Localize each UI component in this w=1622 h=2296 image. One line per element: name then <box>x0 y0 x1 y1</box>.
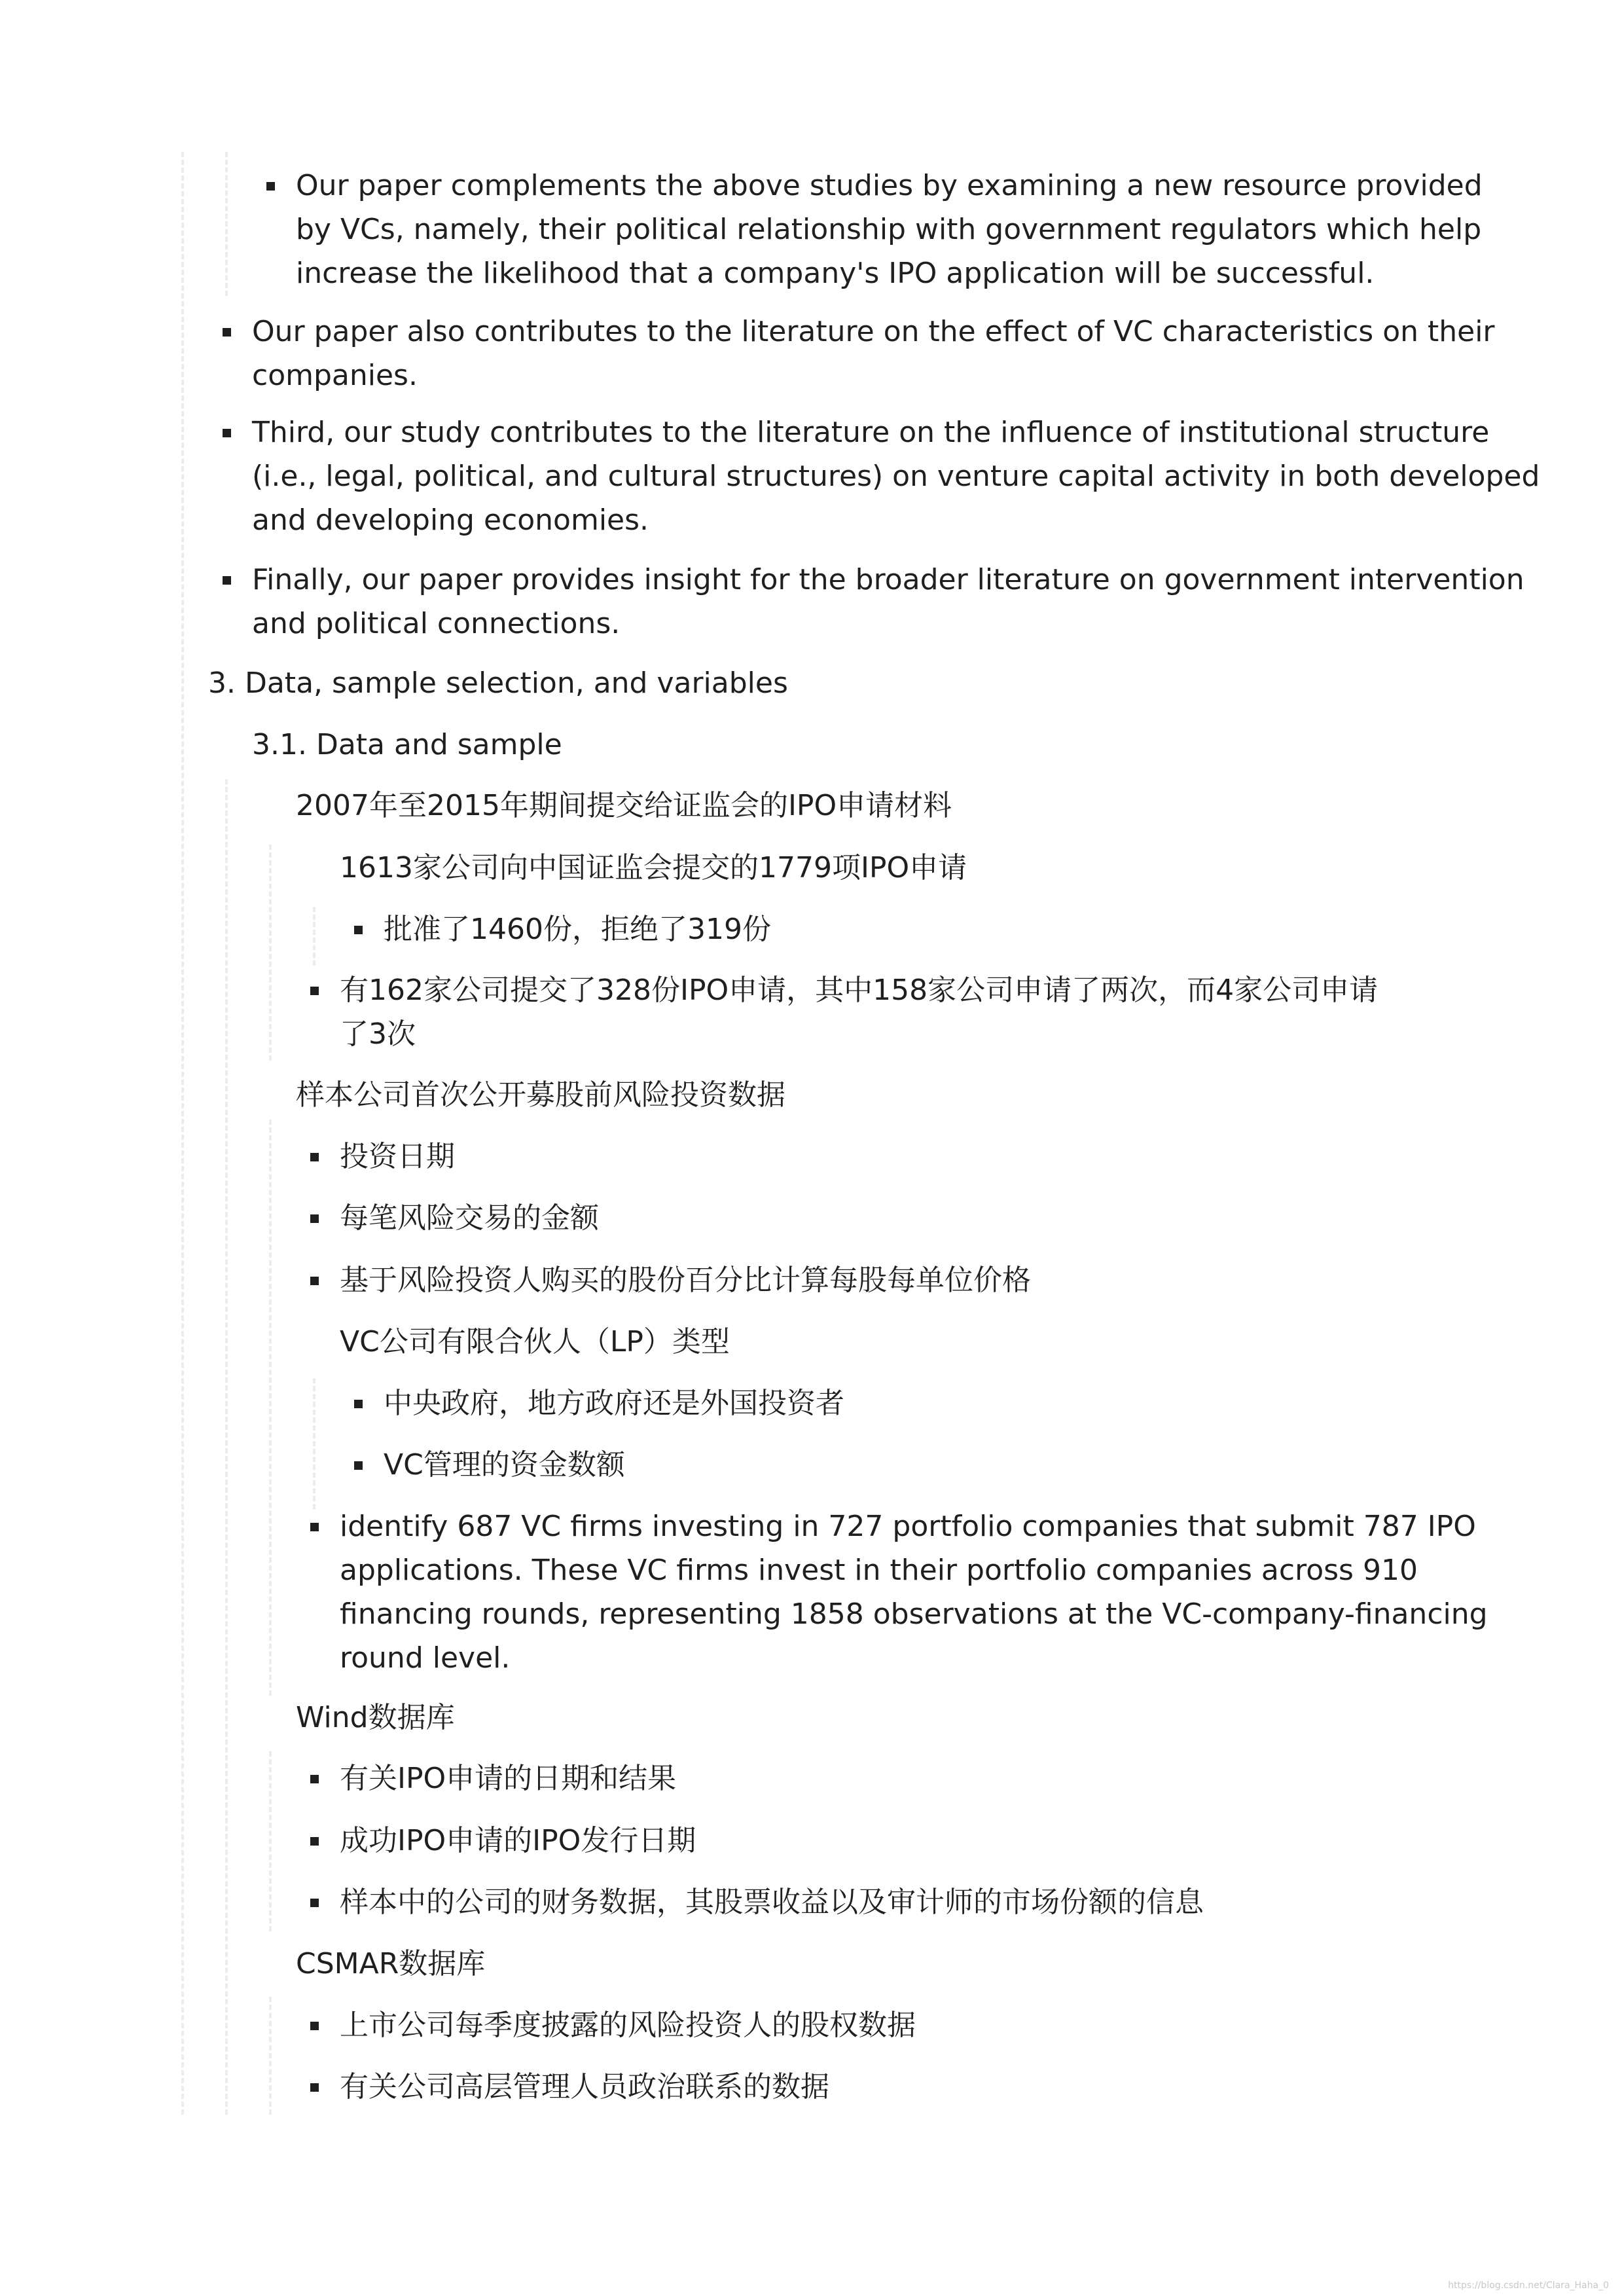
nested-bullet-line-2: by VCs, namely, their political relationship with government regulators which help <box>296 213 1482 246</box>
bullet-marker <box>310 1153 319 1161</box>
bullet-marker <box>310 1523 319 1531</box>
ipo-applications-line: 1613家公司向中国证监会提交的1779项IPO申请 <box>340 851 967 884</box>
contribution-finally-line-1: Finally, our paper provides insight for the broader literature on government intervention <box>252 563 1524 596</box>
section-3-heading: 3. Data, sample selection, and variables <box>208 666 788 700</box>
indent-guide-ipo-materials <box>269 845 272 1061</box>
indent-guide-wind <box>269 1751 272 1931</box>
bullet-marker <box>310 987 319 995</box>
indent-guide-outer <box>181 152 184 2115</box>
bullet-marker <box>223 429 231 437</box>
lp-type-heading: VC公司有限合伙人（LP）类型 <box>340 1325 730 1358</box>
wind-heading: Wind数据库 <box>296 1701 455 1734</box>
csmar-heading: CSMAR数据库 <box>296 1947 486 1980</box>
contribution-vc-line-1: Our paper also contributes to the literature on the effect of VC characteristics on their <box>252 315 1495 348</box>
contribution-finally-line-2: and political connections. <box>252 607 621 640</box>
ipo-repeat-line-2: 了3次 <box>340 1017 416 1051</box>
bullet-marker <box>223 328 231 337</box>
bullet-marker <box>310 1775 319 1783</box>
csmar-item-political: 有关公司高层管理人员政治联系的数据 <box>340 2070 829 2104</box>
bullet-marker <box>266 182 275 191</box>
ipo-approved-item: 批准了1460份，拒绝了319份 <box>384 913 771 946</box>
bullet-marker <box>354 926 363 934</box>
ipo-repeat-line-1: 有162家公司提交了328份IPO申请，其中158家公司申请了两次，而4家公司申请 <box>340 974 1379 1007</box>
identify-line-3: financing rounds, representing 1858 observations at the VC-company-financing <box>340 1597 1488 1631</box>
bullet-marker <box>310 2083 319 2092</box>
wind-item-date-result: 有关IPO申请的日期和结果 <box>340 1762 677 1795</box>
indent-guide-csmar <box>269 1997 272 2115</box>
csmar-item-equity: 上市公司每季度披露的风险投资人的股权数据 <box>340 2009 916 2042</box>
vc-data-heading: 样本公司首次公开募股前风险投资数据 <box>296 1078 785 1112</box>
nested-bullet-line-1: Our paper complements the above studies by examining a new resource provided <box>296 169 1483 202</box>
bullet-marker <box>223 576 231 585</box>
indent-guide-vc-data <box>269 1120 272 1696</box>
contribution-third-line-1: Third, our study contributes to the literature on the influence of institutional structure <box>252 416 1490 449</box>
contribution-third-line-3: and developing economies. <box>252 503 649 537</box>
contribution-vc-line-2: companies. <box>252 359 418 392</box>
wind-item-issue-date: 成功IPO申请的IPO发行日期 <box>340 1824 696 1857</box>
vc-data-item-date: 投资日期 <box>340 1140 455 1173</box>
ipo-materials-heading: 2007年至2015年期间提交给证监会的IPO申请材料 <box>296 789 952 822</box>
lp-item-funds: VC管理的资金数额 <box>384 1448 625 1482</box>
indent-guide-applications <box>313 907 315 966</box>
indent-guide-data-sample <box>225 779 228 2115</box>
vc-data-item-price: 基于风险投资人购买的股份百分比计算每股每单位价格 <box>340 1264 1031 1297</box>
identify-line-2: applications. These VC firms invest in their portfolio companies across 910 <box>340 1554 1418 1587</box>
section-3-1-heading: 3.1. Data and sample <box>252 728 562 761</box>
wind-item-financial: 样本中的公司的财务数据，其股票收益以及审计师的市场份额的信息 <box>340 1886 1204 1919</box>
lp-item-government: 中央政府，地方政府还是外国投资者 <box>384 1387 844 1420</box>
identify-line-1: identify 687 VC firms investing in 727 portfolio companies that submit 787 IPO <box>340 1510 1476 1543</box>
bullet-marker <box>310 1837 319 1846</box>
bullet-marker <box>310 1899 319 1907</box>
bullet-marker <box>310 2022 319 2030</box>
vc-data-item-amount: 每笔风险交易的金额 <box>340 1201 599 1235</box>
bullet-marker <box>310 1277 319 1285</box>
indent-guide-lp <box>313 1378 315 1509</box>
identify-line-4: round level. <box>340 1641 511 1675</box>
bullet-marker <box>354 1400 363 1408</box>
contribution-third-line-2: (i.e., legal, political, and cultural structures) on venture capital activity in both developed <box>252 460 1540 493</box>
bullet-marker <box>310 1214 319 1223</box>
indent-guide-nested-top <box>225 152 228 296</box>
nested-bullet-line-3: increase the likelihood that a company's IPO application will be successful. <box>296 257 1375 290</box>
bullet-marker <box>354 1461 363 1470</box>
watermark: https://blog.csdn.net/Clara_Haha_0 <box>1448 2280 1609 2291</box>
